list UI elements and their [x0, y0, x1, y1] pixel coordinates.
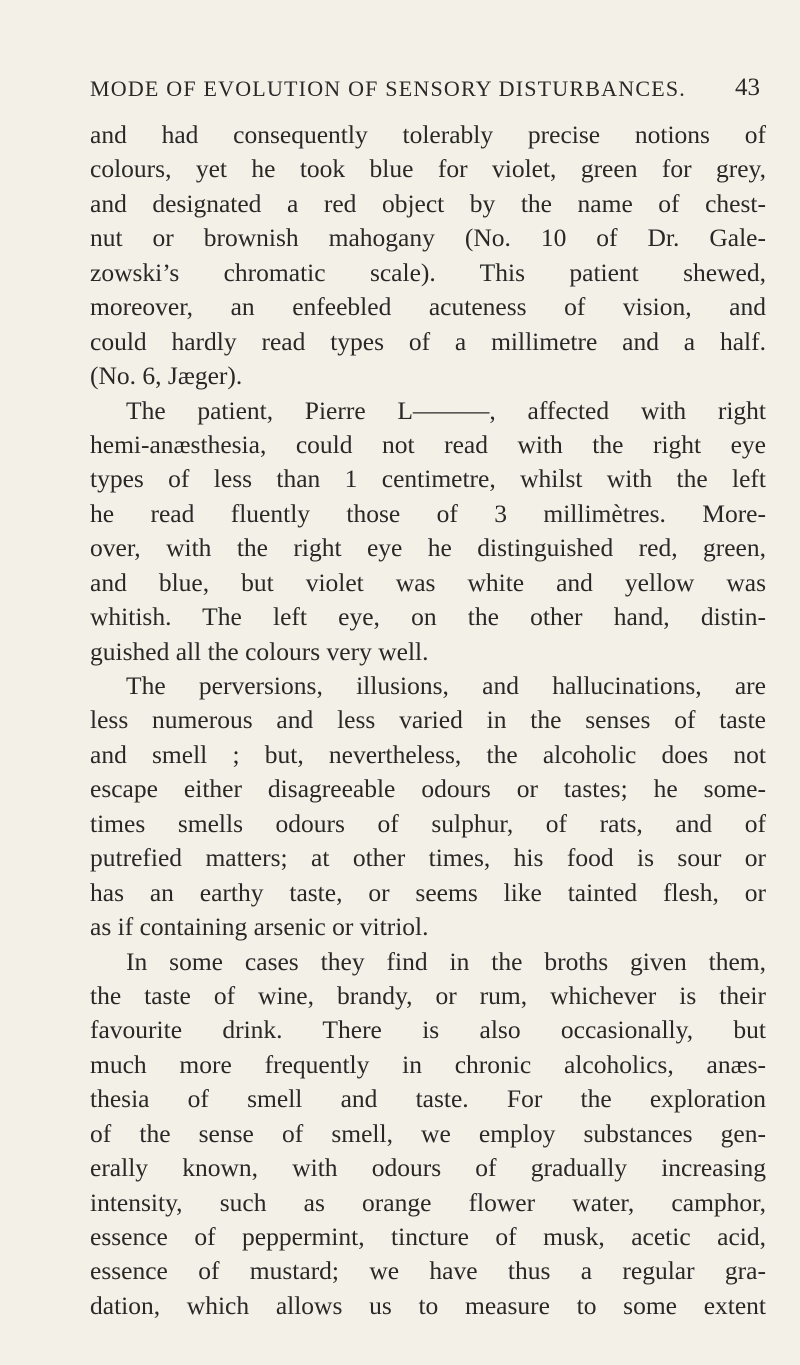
text-line: dation, which allows us to measure to some extent [90, 1290, 766, 1320]
text-line: the taste of wine, brandy, or rum, whichever is their [90, 980, 766, 1010]
text-line: putrefied matters; at other times, his food is sour or [90, 843, 766, 873]
body-text [90, 118, 766, 1323]
text-line: thesia of smell and taste. For the exploration [90, 1084, 766, 1114]
text-line: whitish. The left eye, on the other hand, distin- [90, 602, 766, 632]
text-line: nut or brownish mahogany (No. 10 of Dr. Gale- [90, 223, 766, 253]
text-line: essence of mustard; we have thus a regular gra- [90, 1256, 766, 1286]
text-line: (No. 6, Jæger). [90, 361, 243, 391]
text-line: essence of peppermint, tincture of musk, acetic acid, [90, 1222, 766, 1251]
text-line: guished all the colours very well. [90, 636, 429, 666]
page-number: 43 [735, 74, 760, 101]
text-line: moreover, an enfeebled acuteness of vision, and [90, 292, 766, 322]
text-line: times smells odours of sulphur, of rats, and of [90, 808, 766, 838]
text-line: over, with the right eye he distinguished red, green, [90, 533, 766, 563]
text-line: has an earthy taste, or seems like tainted flesh, or [90, 877, 766, 907]
text-line: The patient, Pierre L———, affected with right [126, 395, 766, 425]
text-line: he read fluently those of 3 millimètres. More- [90, 498, 766, 528]
text-line: The perversions, illusions, and hallucinations, are [126, 671, 766, 700]
text-line: types of less than 1 centimetre, whilst with the left [90, 464, 766, 494]
text-line: of the sense of smell, we employ substances gen- [90, 1118, 766, 1148]
text-line: and smell ; but, nevertheless, the alcoholic does not [90, 739, 766, 769]
text-line: In some cases they find in the broths given them, [126, 946, 766, 976]
text-line: as if containing arsenic or vitriol. [90, 912, 429, 942]
text-line: and designated a red object by the name of chest- [90, 188, 766, 218]
running-head [90, 76, 760, 108]
text-line: escape either disagreeable odours or tastes; he some- [90, 774, 766, 804]
text-line: less numerous and less varied in the senses of taste [90, 705, 766, 735]
text-line: much more frequently in chronic alcoholics, anæs- [90, 1049, 766, 1079]
text-line: hemi-anæsthesia, could not read with the right eye [90, 429, 766, 459]
text-line: zowski’s chromatic scale). This patient shewed, [90, 257, 766, 287]
text-line: intensity, such as orange flower water, camphor, [90, 1187, 766, 1217]
running-title: MODE OF EVOLUTION OF SENSORY DISTURBANCES. [90, 76, 686, 101]
text-line: colours, yet he took blue for violet, green for grey, [90, 154, 766, 184]
text-line: and blue, but violet was white and yellow was [90, 567, 766, 597]
text-line: favourite drink. There is also occasionally, but [90, 1015, 766, 1045]
text-line: erally known, with odours of gradually increasing [90, 1153, 766, 1183]
text-line: could hardly read types of a millimetre and a half. [90, 326, 766, 356]
text-line: and had consequently tolerably precise notions of [90, 120, 766, 149]
